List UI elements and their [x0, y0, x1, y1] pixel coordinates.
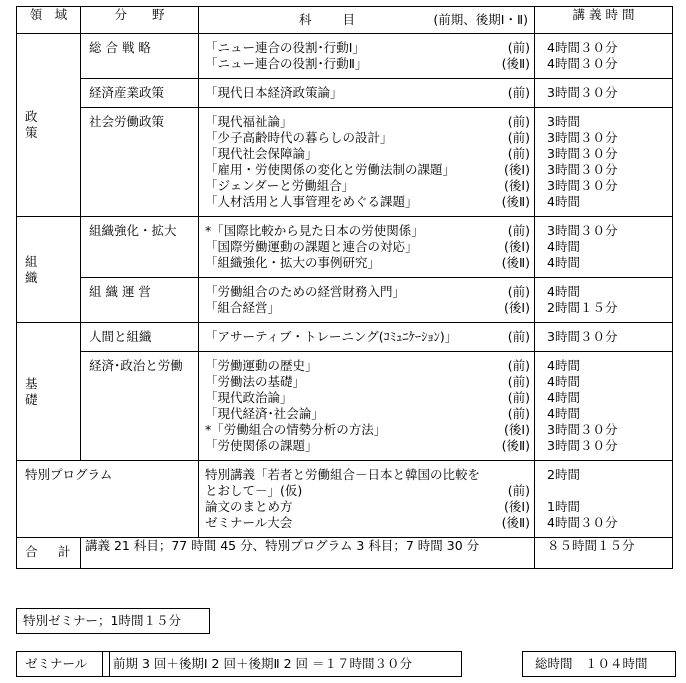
course-title: ゼミナール大会	[205, 515, 293, 530]
course-line	[205, 358, 534, 374]
course-term: (前)	[507, 85, 530, 100]
course-term: (前)	[507, 223, 530, 238]
course-line	[205, 329, 534, 345]
course-line	[205, 40, 534, 56]
field-row	[17, 323, 673, 352]
course-title: とおして－」(仮)	[205, 483, 303, 498]
course-term: (後Ⅱ)	[501, 515, 530, 530]
course-hours: 3時間３０分	[547, 162, 618, 177]
hours-list	[535, 217, 673, 278]
course-line	[205, 374, 534, 390]
course-line	[205, 406, 534, 422]
course-term: (後Ⅱ)	[501, 255, 530, 270]
course-hours: 3時間３０分	[547, 146, 618, 161]
domain-cell: 組 織	[17, 217, 81, 323]
special-program-name: 特別プログラム	[17, 461, 199, 538]
field-name: 人間と組織	[81, 323, 199, 352]
course-hours: 4時間３０分	[547, 56, 618, 71]
course-line	[205, 467, 534, 483]
course-hours: 3時間３０分	[547, 422, 618, 437]
course-term: (前)	[507, 284, 530, 299]
field-name: 総 合 戦 略	[81, 34, 199, 79]
field-row	[17, 352, 673, 461]
total-row	[17, 538, 673, 569]
course-list	[199, 278, 535, 323]
header-hours: 講 義 時 間	[535, 7, 673, 34]
grand-total-box	[522, 651, 676, 677]
course-title: *「国際比較から見た日本の労使関係」	[205, 223, 424, 238]
course-title: 「ニュー連合の役割･行動Ⅱ」	[205, 56, 368, 71]
course-title: 「雇用・労使関係の変化と労働法制の課題」	[205, 162, 456, 177]
course-title: 「現代日本経済政策論」	[205, 85, 343, 100]
course-title: 「国際労働運動の課題と連合の対応」	[205, 239, 418, 254]
special-program-row	[17, 461, 673, 538]
course-hours: 4時間	[547, 358, 580, 373]
hours-list	[535, 461, 673, 538]
domain-cell: 基 礎	[17, 323, 81, 461]
special-seminar-text: 特別ゼミナー；1時間１５分	[23, 613, 181, 628]
special-seminar-box	[16, 608, 210, 634]
field-row	[17, 217, 673, 278]
total-hours: ８５時間１５分	[535, 538, 673, 569]
course-hours: 1時間	[547, 499, 580, 514]
seminar-detail-box	[102, 651, 462, 677]
course-line	[205, 483, 534, 499]
course-title: 「組織強化・拡大の事例研究」	[205, 255, 381, 270]
field-row	[17, 278, 673, 323]
header-subject: 科 目	[299, 12, 358, 27]
seminar-detail: 前期 3 回＋後期Ⅰ 2 回＋後期Ⅱ 2 回 ＝１７時間３０分	[113, 656, 413, 671]
course-hours: 3時間	[547, 114, 580, 129]
course-term: (前)	[507, 114, 530, 129]
course-title: 「現代政治論」	[205, 390, 293, 405]
hours-list	[535, 34, 673, 79]
course-list	[199, 461, 535, 538]
course-line	[205, 114, 534, 130]
course-hours: 4時間	[547, 374, 580, 389]
course-term: (後Ⅱ)	[501, 56, 530, 71]
course-term: (後Ⅰ)	[504, 239, 530, 254]
course-line	[205, 178, 534, 194]
course-hours: 4時間	[547, 284, 580, 299]
course-hours: 4時間	[547, 390, 580, 405]
course-title: 「現代経済･社会論」	[205, 406, 324, 421]
course-line	[205, 390, 534, 406]
course-list	[199, 352, 535, 461]
course-hours: 4時間	[547, 194, 580, 209]
hours-list	[535, 79, 673, 108]
course-hours: 4時間３０分	[547, 515, 618, 530]
course-line	[205, 85, 534, 101]
course-hours: 3時間３０分	[547, 223, 618, 238]
course-list	[199, 217, 535, 278]
domain-cell: 政 策	[17, 34, 81, 217]
course-title: 論文のまとめ方	[205, 499, 293, 514]
course-line	[205, 162, 534, 178]
course-title: 「現代社会保障論」	[205, 146, 318, 161]
course-list	[199, 34, 535, 79]
course-line	[205, 146, 534, 162]
field-row	[17, 34, 673, 79]
course-title: 「ジェンダーと労働組合」	[205, 178, 355, 193]
course-term: (前)	[507, 390, 530, 405]
course-hours: 4時間３０分	[547, 40, 618, 55]
course-line	[205, 499, 534, 515]
course-term: (前)	[507, 329, 530, 344]
total-detail: 講義 21 科目；77 時間 45 分、特別プログラム 3 科目；7 時間 30 分	[81, 538, 535, 569]
course-term: (前)	[507, 40, 530, 55]
course-term: (後Ⅰ)	[504, 178, 530, 193]
course-title: 「労働運動の歴史」	[205, 358, 318, 373]
grand-total: 総時間 １０４時間	[535, 656, 648, 671]
course-title: 「労使関係の課題」	[205, 438, 318, 453]
course-title: 「ニュー連合の役割･行動Ⅰ」	[205, 40, 365, 55]
seminar-label-box	[16, 651, 110, 677]
course-line	[205, 300, 534, 316]
course-line	[205, 438, 534, 454]
field-row	[17, 108, 673, 217]
course-title: 「アサーティブ・トレーニング(ｺﾐｭﾆｹｰｼｮﾝ)」	[205, 329, 458, 344]
field-row	[17, 79, 673, 108]
header-domain: 領 域	[17, 7, 81, 34]
course-hours: 3時間３０分	[547, 438, 618, 453]
field-name: 社会労働政策	[81, 108, 199, 217]
course-line	[205, 223, 534, 239]
course-title: 「少子高齢時代の暮らしの設計」	[205, 130, 393, 145]
course-line	[205, 130, 534, 146]
course-term: (前)	[507, 130, 530, 145]
course-term: (後Ⅱ)	[501, 438, 530, 453]
course-list	[199, 79, 535, 108]
course-term: (後Ⅰ)	[504, 422, 530, 437]
curriculum-table	[16, 6, 673, 569]
seminar-label: ゼミナール	[25, 656, 88, 671]
field-name: 組 織 運 営	[81, 278, 199, 323]
course-term: (前)	[507, 146, 530, 161]
field-name: 経済産業政策	[81, 79, 199, 108]
course-line	[205, 255, 534, 271]
course-line	[205, 56, 534, 72]
course-line	[205, 284, 534, 300]
course-line	[205, 422, 534, 438]
header-subject-cell	[199, 7, 535, 34]
hours-list	[535, 352, 673, 461]
hours-list	[535, 108, 673, 217]
course-title: 「現代福祉論」	[205, 114, 293, 129]
field-name: 経済･政治と労働	[81, 352, 199, 461]
course-term: (後Ⅰ)	[504, 499, 530, 514]
course-hours: 4時間	[547, 239, 580, 254]
course-title: 特別講義「若者と労働組合－日本と韓国の比較を	[205, 467, 480, 482]
course-hours: 3時間３０分	[547, 85, 618, 100]
course-term	[480, 467, 534, 483]
course-title: 「労働法の基礎」	[205, 374, 306, 389]
course-list	[199, 108, 535, 217]
course-term: (後Ⅰ)	[504, 162, 530, 177]
course-hours: 3時間３０分	[547, 178, 618, 193]
course-term: (前)	[507, 358, 530, 373]
course-hours: 3時間３０分	[547, 130, 618, 145]
course-term: (前)	[507, 406, 530, 421]
header-period: (前期、後期Ⅰ・Ⅱ)	[433, 12, 528, 27]
course-hours: 4時間	[547, 406, 580, 421]
header-row	[17, 7, 673, 34]
course-term: (前)	[507, 483, 530, 498]
course-hours: 2時間	[547, 467, 580, 482]
course-line	[205, 239, 534, 255]
course-title: *「労働組合の情勢分析の方法」	[205, 422, 387, 437]
course-line	[205, 194, 534, 210]
course-term: (後Ⅰ)	[504, 300, 530, 315]
course-list	[199, 323, 535, 352]
field-name: 組織強化・拡大	[81, 217, 199, 278]
total-label: 合 計	[17, 538, 81, 569]
course-hours	[547, 483, 672, 499]
hours-list	[535, 278, 673, 323]
course-term: (前)	[507, 374, 530, 389]
course-term: (後Ⅱ)	[501, 194, 530, 209]
course-title: 「人材活用と人事管理をめぐる課題」	[205, 194, 418, 209]
course-title: 「組合経営」	[205, 300, 281, 315]
course-hours: 3時間３０分	[547, 329, 618, 344]
header-field: 分 野	[81, 7, 199, 34]
course-title: 「労働組合のための経営財務入門」	[205, 284, 406, 299]
course-hours: 4時間	[547, 255, 580, 270]
course-line	[205, 515, 534, 531]
course-hours: 2時間１５分	[547, 300, 618, 315]
hours-list	[535, 323, 673, 352]
